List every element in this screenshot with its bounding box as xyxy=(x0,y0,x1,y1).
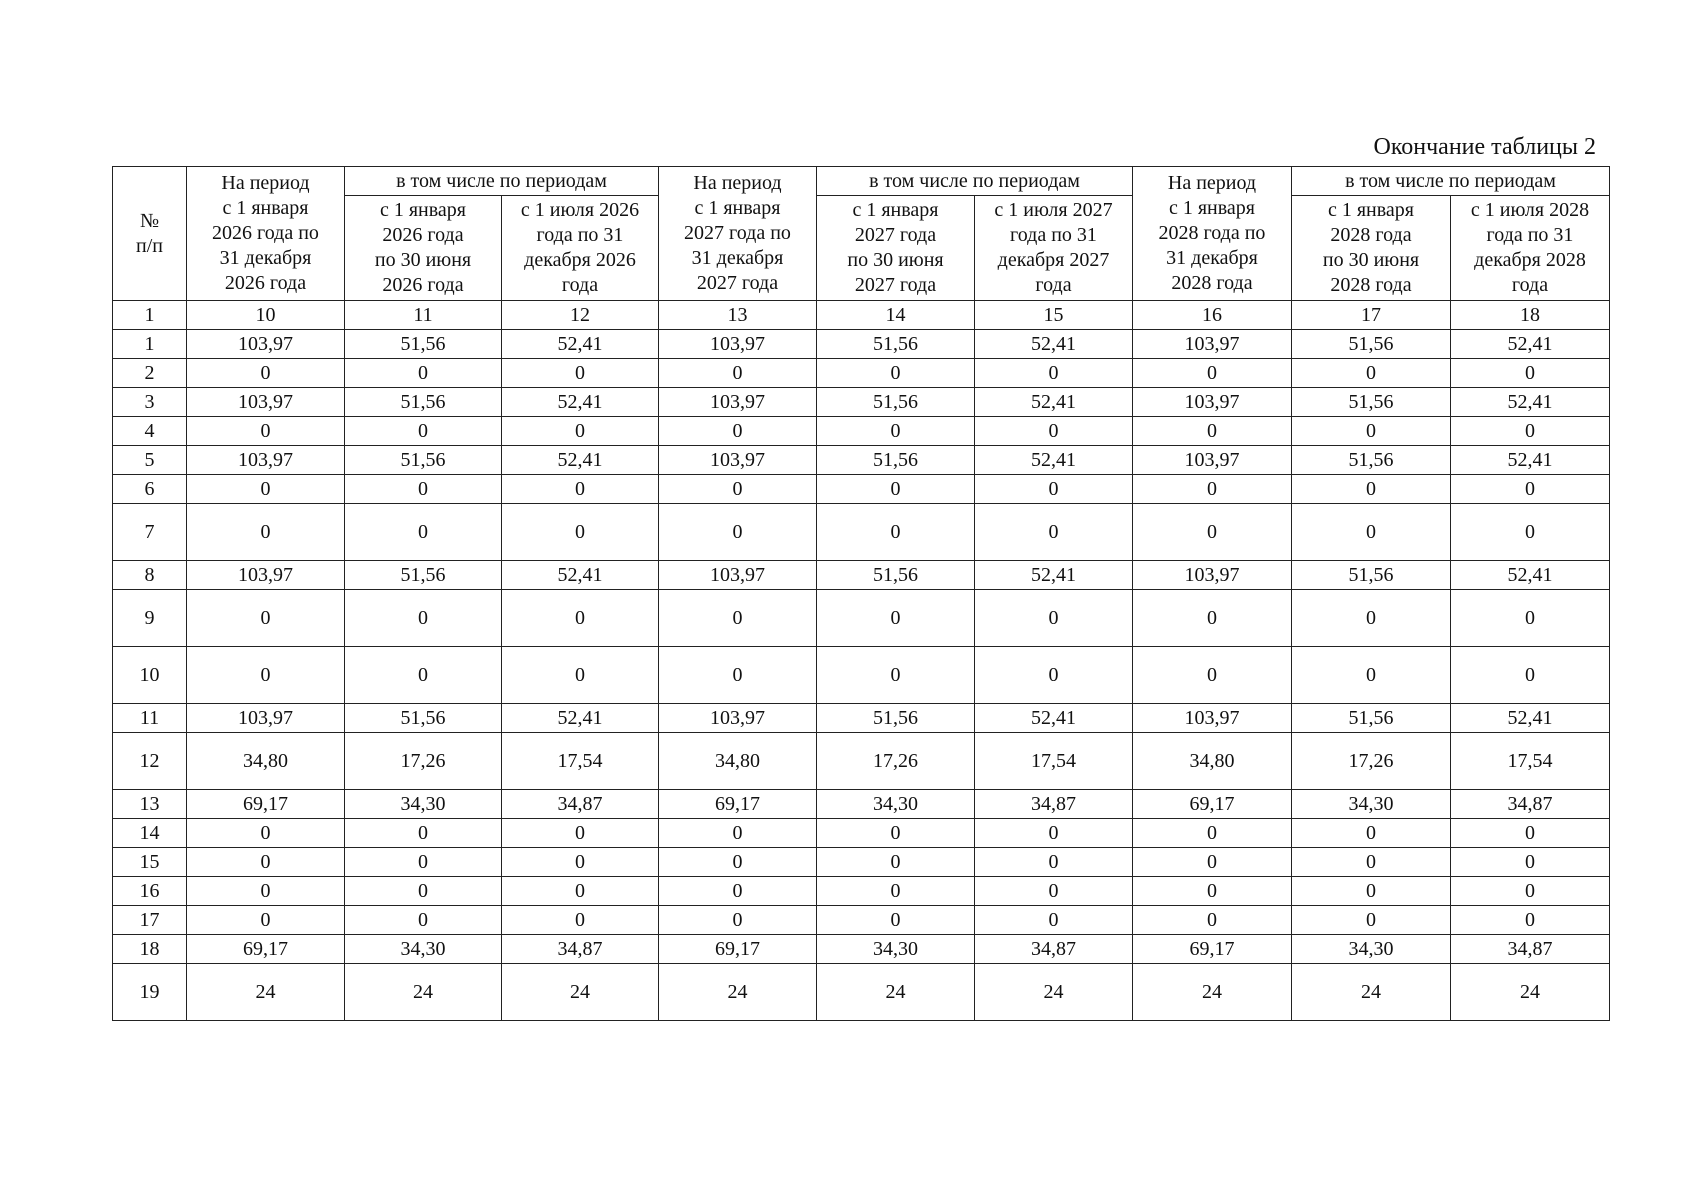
table-row xyxy=(113,704,1610,733)
column-number: 1 xyxy=(113,301,187,330)
table-cell: 0 xyxy=(975,848,1133,877)
table-cell: 0 xyxy=(1451,877,1610,906)
table-cell: 51,56 xyxy=(1292,446,1451,475)
data-table xyxy=(112,166,1610,1021)
table-cell: 0 xyxy=(1133,848,1292,877)
row-number: 19 xyxy=(113,964,187,1021)
table-cell: 17,54 xyxy=(975,733,1133,790)
table-cell: 0 xyxy=(1292,647,1451,704)
table-cell: 0 xyxy=(187,590,345,647)
table-cell: 103,97 xyxy=(187,561,345,590)
row-number: 14 xyxy=(113,819,187,848)
table-cell: 0 xyxy=(1133,906,1292,935)
table-cell: 0 xyxy=(345,417,502,446)
header-num: № п/п xyxy=(113,167,187,301)
table-cell: 34,87 xyxy=(502,935,659,964)
table-cell: 0 xyxy=(975,877,1133,906)
table-cell: 52,41 xyxy=(1451,446,1610,475)
table-cell: 51,56 xyxy=(1292,388,1451,417)
column-number: 16 xyxy=(1133,301,1292,330)
table-cell: 34,30 xyxy=(1292,935,1451,964)
table-cell: 0 xyxy=(975,906,1133,935)
table-cell: 0 xyxy=(1133,475,1292,504)
column-number: 12 xyxy=(502,301,659,330)
table-cell: 51,56 xyxy=(817,388,975,417)
table-cell: 0 xyxy=(1451,848,1610,877)
header-h2-2026: с 1 июля 2026 года по 31 декабря 2026 года xyxy=(502,196,659,301)
table-cell: 0 xyxy=(1133,417,1292,446)
table-cell: 52,41 xyxy=(975,446,1133,475)
table-cell: 24 xyxy=(187,964,345,1021)
column-number-row xyxy=(113,301,1610,330)
table-cell: 103,97 xyxy=(187,446,345,475)
table-row xyxy=(113,590,1610,647)
row-number: 1 xyxy=(113,330,187,359)
table-cell: 0 xyxy=(345,647,502,704)
table-cell: 0 xyxy=(1133,819,1292,848)
table-cell: 51,56 xyxy=(345,561,502,590)
header-h1-2026: с 1 января 2026 года по 30 июня 2026 года xyxy=(345,196,502,301)
table-cell: 103,97 xyxy=(1133,704,1292,733)
table-cell: 0 xyxy=(187,475,345,504)
table-cell: 0 xyxy=(502,647,659,704)
table-row xyxy=(113,388,1610,417)
table-cell: 0 xyxy=(659,359,817,388)
table-cell: 51,56 xyxy=(1292,561,1451,590)
table-cell: 24 xyxy=(659,964,817,1021)
table-row xyxy=(113,733,1610,790)
table-cell: 0 xyxy=(345,877,502,906)
header-h1-2028: с 1 января 2028 года по 30 июня 2028 года xyxy=(1292,196,1451,301)
header-period-2026: На период с 1 января 2026 года по 31 декабря 2026 года xyxy=(187,167,345,301)
row-number: 3 xyxy=(113,388,187,417)
table-row xyxy=(113,504,1610,561)
table-cell: 51,56 xyxy=(345,330,502,359)
table-cell: 51,56 xyxy=(345,388,502,417)
header-period-2028: На период с 1 января 2028 года по 31 декабря 2028 года xyxy=(1133,167,1292,301)
column-number: 14 xyxy=(817,301,975,330)
table-cell: 0 xyxy=(1451,417,1610,446)
table-cell: 103,97 xyxy=(1133,446,1292,475)
table-cell: 0 xyxy=(1133,359,1292,388)
table-cell: 0 xyxy=(1292,359,1451,388)
table-cell: 0 xyxy=(502,848,659,877)
row-number: 7 xyxy=(113,504,187,561)
column-number: 11 xyxy=(345,301,502,330)
table-cell: 0 xyxy=(1451,475,1610,504)
table-caption: Окончание таблицы 2 xyxy=(1373,134,1596,160)
table-cell: 0 xyxy=(817,504,975,561)
table-cell: 0 xyxy=(975,359,1133,388)
table-cell: 0 xyxy=(187,819,345,848)
table-cell: 0 xyxy=(502,819,659,848)
table-row xyxy=(113,935,1610,964)
table-row xyxy=(113,877,1610,906)
table-row xyxy=(113,330,1610,359)
table-cell: 0 xyxy=(1292,504,1451,561)
table-cell: 34,80 xyxy=(1133,733,1292,790)
table-row xyxy=(113,964,1610,1021)
table-cell: 0 xyxy=(345,590,502,647)
table-cell: 0 xyxy=(817,359,975,388)
table-cell: 52,41 xyxy=(502,561,659,590)
table-cell: 103,97 xyxy=(187,330,345,359)
table-cell: 0 xyxy=(1292,819,1451,848)
table-cell: 0 xyxy=(187,504,345,561)
table-cell: 0 xyxy=(1133,590,1292,647)
row-number: 10 xyxy=(113,647,187,704)
table-cell: 52,41 xyxy=(975,704,1133,733)
table-cell: 69,17 xyxy=(1133,790,1292,819)
header-h1-2027: с 1 января 2027 года по 30 июня 2027 года xyxy=(817,196,975,301)
header-period-2027: На период с 1 января 2027 года по 31 декабря 2027 года xyxy=(659,167,817,301)
table-cell: 34,87 xyxy=(1451,790,1610,819)
table-cell: 0 xyxy=(975,417,1133,446)
row-number: 18 xyxy=(113,935,187,964)
table-cell: 0 xyxy=(1451,504,1610,561)
table-row xyxy=(113,906,1610,935)
column-number: 13 xyxy=(659,301,817,330)
table-row xyxy=(113,647,1610,704)
row-number: 9 xyxy=(113,590,187,647)
row-number: 16 xyxy=(113,877,187,906)
table-cell: 34,87 xyxy=(975,790,1133,819)
table-cell: 0 xyxy=(1292,877,1451,906)
table-cell: 103,97 xyxy=(1133,330,1292,359)
table-cell: 0 xyxy=(659,504,817,561)
table-cell: 0 xyxy=(345,906,502,935)
table-cell: 17,54 xyxy=(1451,733,1610,790)
table-row xyxy=(113,561,1610,590)
table-cell: 0 xyxy=(659,848,817,877)
table-cell: 0 xyxy=(659,906,817,935)
table-row xyxy=(113,475,1610,504)
table-cell: 0 xyxy=(659,647,817,704)
table-cell: 0 xyxy=(817,647,975,704)
table-cell: 24 xyxy=(502,964,659,1021)
header-group-2027: в том числе по периодам xyxy=(817,167,1133,196)
table-cell: 34,87 xyxy=(502,790,659,819)
table-cell: 0 xyxy=(659,417,817,446)
row-number: 13 xyxy=(113,790,187,819)
table-cell: 0 xyxy=(975,504,1133,561)
header-group-2026: в том числе по периодам xyxy=(345,167,659,196)
table-row xyxy=(113,819,1610,848)
table-cell: 24 xyxy=(1451,964,1610,1021)
table-cell: 17,26 xyxy=(817,733,975,790)
table-cell: 0 xyxy=(975,647,1133,704)
table-cell: 34,30 xyxy=(817,935,975,964)
table-cell: 0 xyxy=(659,475,817,504)
table-cell: 0 xyxy=(659,590,817,647)
table-cell: 17,26 xyxy=(345,733,502,790)
column-number: 10 xyxy=(187,301,345,330)
table-cell: 0 xyxy=(187,877,345,906)
table-cell: 0 xyxy=(1451,359,1610,388)
table-cell: 52,41 xyxy=(502,704,659,733)
table-cell: 0 xyxy=(1451,590,1610,647)
table-cell: 0 xyxy=(1292,906,1451,935)
table-cell: 0 xyxy=(345,359,502,388)
table-cell: 0 xyxy=(345,504,502,561)
table-cell: 103,97 xyxy=(659,561,817,590)
table-cell: 52,41 xyxy=(975,330,1133,359)
header-h2-2027: с 1 июля 2027 года по 31 декабря 2027 года xyxy=(975,196,1133,301)
table-cell: 69,17 xyxy=(659,935,817,964)
table-cell: 0 xyxy=(502,417,659,446)
table-row xyxy=(113,359,1610,388)
table-cell: 52,41 xyxy=(1451,330,1610,359)
table-cell: 52,41 xyxy=(1451,561,1610,590)
table-cell: 0 xyxy=(1451,647,1610,704)
table-row xyxy=(113,848,1610,877)
table-cell: 0 xyxy=(502,906,659,935)
table-cell: 34,80 xyxy=(659,733,817,790)
table-cell: 51,56 xyxy=(817,561,975,590)
table-cell: 34,30 xyxy=(345,935,502,964)
table-cell: 0 xyxy=(187,848,345,877)
table-cell: 0 xyxy=(1451,906,1610,935)
table-cell: 0 xyxy=(975,590,1133,647)
table-cell: 52,41 xyxy=(502,388,659,417)
table-cell: 24 xyxy=(1133,964,1292,1021)
table-cell: 103,97 xyxy=(187,388,345,417)
table-cell: 51,56 xyxy=(345,446,502,475)
table-cell: 0 xyxy=(975,475,1133,504)
table-cell: 0 xyxy=(502,504,659,561)
table-cell: 103,97 xyxy=(659,330,817,359)
table-cell: 69,17 xyxy=(1133,935,1292,964)
table-cell: 0 xyxy=(817,906,975,935)
row-number: 15 xyxy=(113,848,187,877)
table-cell: 52,41 xyxy=(975,388,1133,417)
column-number: 15 xyxy=(975,301,1133,330)
table-cell: 34,80 xyxy=(187,733,345,790)
table-cell: 34,30 xyxy=(817,790,975,819)
table-cell: 0 xyxy=(817,475,975,504)
header-group-2028: в том числе по периодам xyxy=(1292,167,1610,196)
table-cell: 0 xyxy=(659,819,817,848)
table-cell: 0 xyxy=(1292,417,1451,446)
table-cell: 0 xyxy=(345,475,502,504)
table-cell: 0 xyxy=(1133,504,1292,561)
table-cell: 52,41 xyxy=(502,330,659,359)
table-cell: 103,97 xyxy=(187,704,345,733)
table-cell: 0 xyxy=(1292,590,1451,647)
table-cell: 24 xyxy=(817,964,975,1021)
table-cell: 0 xyxy=(659,877,817,906)
table-cell: 51,56 xyxy=(1292,704,1451,733)
table-cell: 0 xyxy=(817,590,975,647)
table-cell: 103,97 xyxy=(659,388,817,417)
table-cell: 0 xyxy=(502,877,659,906)
table-cell: 0 xyxy=(345,819,502,848)
table-cell: 0 xyxy=(817,417,975,446)
table-cell: 103,97 xyxy=(659,446,817,475)
row-number: 2 xyxy=(113,359,187,388)
table-cell: 51,56 xyxy=(817,704,975,733)
row-number: 5 xyxy=(113,446,187,475)
table-cell: 69,17 xyxy=(659,790,817,819)
row-number: 12 xyxy=(113,733,187,790)
header-row-1 xyxy=(113,167,1610,196)
table-cell: 51,56 xyxy=(817,446,975,475)
table-cell: 34,87 xyxy=(975,935,1133,964)
table-cell: 51,56 xyxy=(345,704,502,733)
table-row xyxy=(113,790,1610,819)
table-cell: 0 xyxy=(817,819,975,848)
table-cell: 0 xyxy=(502,359,659,388)
table-cell: 0 xyxy=(1133,877,1292,906)
table-cell: 24 xyxy=(1292,964,1451,1021)
table-cell: 51,56 xyxy=(1292,330,1451,359)
row-number: 6 xyxy=(113,475,187,504)
table-cell: 0 xyxy=(187,906,345,935)
table-cell: 17,26 xyxy=(1292,733,1451,790)
table-cell: 0 xyxy=(502,590,659,647)
table-cell: 34,87 xyxy=(1451,935,1610,964)
table-cell: 0 xyxy=(502,475,659,504)
table-cell: 0 xyxy=(187,647,345,704)
row-number: 4 xyxy=(113,417,187,446)
table-cell: 0 xyxy=(187,417,345,446)
table-cell: 0 xyxy=(187,359,345,388)
table-cell: 0 xyxy=(817,877,975,906)
table-cell: 0 xyxy=(975,819,1133,848)
table-cell: 52,41 xyxy=(1451,704,1610,733)
table-cell: 0 xyxy=(345,848,502,877)
table-cell: 24 xyxy=(345,964,502,1021)
table-cell: 0 xyxy=(1292,475,1451,504)
table-cell: 17,54 xyxy=(502,733,659,790)
row-number: 11 xyxy=(113,704,187,733)
table-cell: 52,41 xyxy=(1451,388,1610,417)
column-number: 18 xyxy=(1451,301,1610,330)
table-cell: 69,17 xyxy=(187,935,345,964)
table-cell: 0 xyxy=(1292,848,1451,877)
table-cell: 0 xyxy=(1133,647,1292,704)
table-cell: 52,41 xyxy=(502,446,659,475)
table-row xyxy=(113,417,1610,446)
table-cell: 24 xyxy=(975,964,1133,1021)
table-cell: 69,17 xyxy=(187,790,345,819)
column-number: 17 xyxy=(1292,301,1451,330)
row-number: 17 xyxy=(113,906,187,935)
row-number: 8 xyxy=(113,561,187,590)
table-row xyxy=(113,446,1610,475)
table-cell: 52,41 xyxy=(975,561,1133,590)
table-cell: 51,56 xyxy=(817,330,975,359)
table-cell: 103,97 xyxy=(1133,561,1292,590)
table-cell: 103,97 xyxy=(659,704,817,733)
table-cell: 0 xyxy=(817,848,975,877)
table-cell: 0 xyxy=(1451,819,1610,848)
table-cell: 34,30 xyxy=(1292,790,1451,819)
table-cell: 103,97 xyxy=(1133,388,1292,417)
header-h2-2028: с 1 июля 2028 года по 31 декабря 2028 года xyxy=(1451,196,1610,301)
table-cell: 34,30 xyxy=(345,790,502,819)
